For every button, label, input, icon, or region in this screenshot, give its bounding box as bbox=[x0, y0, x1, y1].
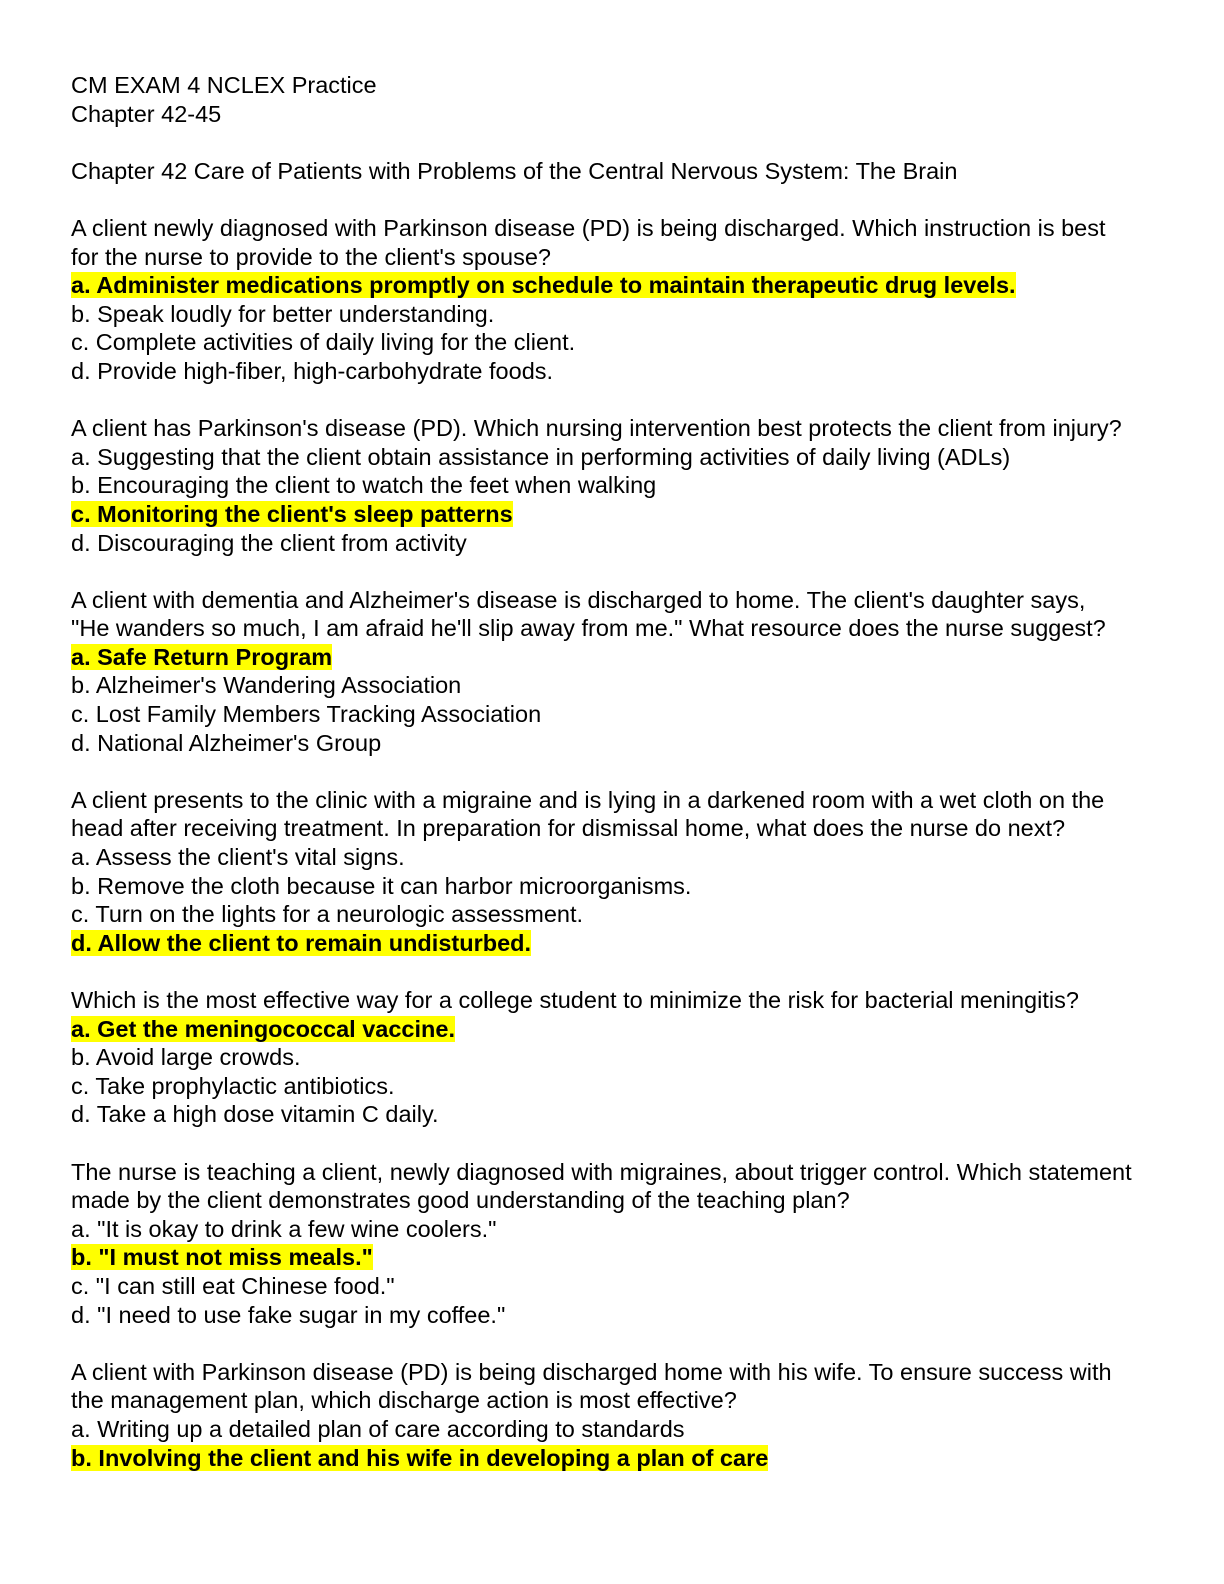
question-stem-line: head after receiving treatment. In preparation for dismissal home, what does the nurse do next? bbox=[71, 815, 1066, 842]
answer-option bbox=[71, 843, 1161, 872]
answer-option-text: a. Suggesting that the client obtain assistance in performing activities of daily living (ADLs) bbox=[71, 443, 1011, 470]
answer-option-text: d. Discouraging the client from activity bbox=[71, 529, 467, 556]
answer-option-text: d. Allow the client to remain undisturbed. bbox=[71, 929, 532, 956]
answer-option-text: a. Get the meningococcal vaccine. bbox=[71, 1015, 455, 1042]
answer-option bbox=[71, 729, 1161, 758]
answer-option-text: b. Remove the cloth because it can harbor microorganisms. bbox=[71, 872, 692, 899]
answer-option-text: d. "I need to use fake sugar in my coffee." bbox=[71, 1301, 506, 1328]
answer-option bbox=[71, 1072, 1161, 1101]
answer-option bbox=[71, 471, 1161, 500]
answer-option-text: c. Complete activities of daily living for the client. bbox=[71, 329, 576, 356]
spacer bbox=[71, 1129, 1161, 1158]
question-stem-line: The nurse is teaching a client, newly diagnosed with migraines, about trigger control. Which statement bbox=[71, 1158, 1132, 1185]
question-list bbox=[71, 185, 1161, 1472]
spacer bbox=[71, 557, 1161, 586]
answer-option-text: b. Avoid large crowds. bbox=[71, 1044, 301, 1071]
answer-option-text: b. "I must not miss meals." bbox=[71, 1244, 373, 1271]
answer-option-text: c. "I can still eat Chinese food." bbox=[71, 1272, 395, 1299]
answer-option-text: c. Turn on the lights for a neurologic assessment. bbox=[71, 901, 584, 928]
answer-option bbox=[71, 328, 1161, 357]
question-stem-line: for the nurse to provide to the client's spouse? bbox=[71, 243, 551, 270]
question-stem-line: A client with Parkinson disease (PD) is being discharged home with his wife. To ensure success with bbox=[71, 1358, 1112, 1385]
spacer bbox=[71, 128, 1161, 157]
question-stem-line: made by the client demonstrates good understanding of the teaching plan? bbox=[71, 1187, 850, 1214]
question-stem-line: A client has Parkinson's disease (PD). Which nursing intervention best protects the client from injury? bbox=[71, 415, 1122, 442]
answer-option-text: a. Writing up a detailed plan of care according to standards bbox=[71, 1415, 685, 1442]
question-stem-line: the management plan, which discharge action is most effective? bbox=[71, 1387, 737, 1414]
spacer bbox=[71, 185, 1161, 214]
answer-option-text: b. Alzheimer's Wandering Association bbox=[71, 672, 462, 699]
answer-option-correct bbox=[71, 1015, 1161, 1044]
answer-option bbox=[71, 357, 1161, 386]
answer-option-text: d. Take a high dose vitamin C daily. bbox=[71, 1101, 439, 1128]
spacer bbox=[71, 757, 1161, 786]
answer-option-text: a. Assess the client's vital signs. bbox=[71, 844, 405, 871]
question-stem-line: Which is the most effective way for a college student to minimize the risk for bacterial meningitis? bbox=[71, 987, 1079, 1013]
document-title: CM EXAM 4 NCLEX Practice bbox=[71, 72, 377, 98]
answer-option-correct bbox=[71, 929, 1161, 958]
answer-option bbox=[71, 1415, 1161, 1444]
answer-option-text: c. Lost Family Members Tracking Association bbox=[71, 701, 542, 728]
question-stem-line: A client with dementia and Alzheimer's disease is discharged to home. The client's daughter says, bbox=[71, 586, 1086, 613]
answer-option-correct bbox=[71, 500, 1161, 529]
answer-option bbox=[71, 529, 1161, 558]
answer-option bbox=[71, 1215, 1161, 1244]
answer-option bbox=[71, 1272, 1161, 1301]
answer-option-text: c. Monitoring the client's sleep patterns bbox=[71, 500, 513, 527]
spacer bbox=[71, 386, 1161, 415]
question-block bbox=[71, 786, 1161, 958]
question-block bbox=[71, 1358, 1161, 1472]
document-subtitle: Chapter 42-45 bbox=[71, 100, 222, 127]
answer-option bbox=[71, 671, 1161, 700]
answer-option-text: c. Take prophylactic antibiotics. bbox=[71, 1072, 395, 1099]
answer-option-correct bbox=[71, 271, 1161, 300]
spacer bbox=[71, 957, 1161, 986]
answer-option-text: a. Administer medications promptly on schedule to maintain therapeutic drug levels. bbox=[71, 272, 1016, 299]
answer-option-text: b. Speak loudly for better understanding. bbox=[71, 300, 495, 327]
question-block bbox=[71, 586, 1161, 758]
answer-option-text: a. "It is okay to drink a few wine coolers." bbox=[71, 1215, 497, 1242]
answer-option-text: d. Provide high-fiber, high-carbohydrate foods. bbox=[71, 357, 554, 384]
answer-option bbox=[71, 1301, 1161, 1330]
answer-option-text: d. National Alzheimer's Group bbox=[71, 729, 382, 756]
question-stem-line: A client presents to the clinic with a migraine and is lying in a darkened room with a wet cloth on the bbox=[71, 786, 1105, 813]
answer-option-text: b. Involving the client and his wife in developing a plan of care bbox=[71, 1444, 769, 1471]
answer-option-correct bbox=[71, 1444, 1161, 1473]
question-block bbox=[71, 1158, 1161, 1330]
question-block bbox=[71, 986, 1161, 1129]
answer-option bbox=[71, 443, 1161, 472]
question-block bbox=[71, 414, 1161, 557]
answer-option bbox=[71, 700, 1161, 729]
answer-option bbox=[71, 872, 1161, 901]
chapter-heading: Chapter 42 Care of Patients with Problems of the Central Nervous System: The Brain bbox=[71, 157, 958, 184]
answer-option bbox=[71, 900, 1161, 929]
answer-option bbox=[71, 1043, 1161, 1072]
spacer bbox=[71, 1329, 1161, 1358]
document-page bbox=[71, 71, 1161, 1472]
question-stem-line: A client newly diagnosed with Parkinson disease (PD) is being discharged. Which instruction is best bbox=[71, 214, 1106, 241]
answer-option-correct bbox=[71, 1243, 1161, 1272]
question-block bbox=[71, 214, 1161, 386]
answer-option-correct bbox=[71, 643, 1161, 672]
answer-option bbox=[71, 1100, 1161, 1129]
answer-option bbox=[71, 300, 1161, 329]
answer-option-text: a. Safe Return Program bbox=[71, 643, 333, 670]
question-stem-line: "He wanders so much, I am afraid he'll slip away from me." What resource does the nurse suggest? bbox=[71, 615, 1106, 642]
answer-option-text: b. Encouraging the client to watch the feet when walking bbox=[71, 472, 657, 499]
